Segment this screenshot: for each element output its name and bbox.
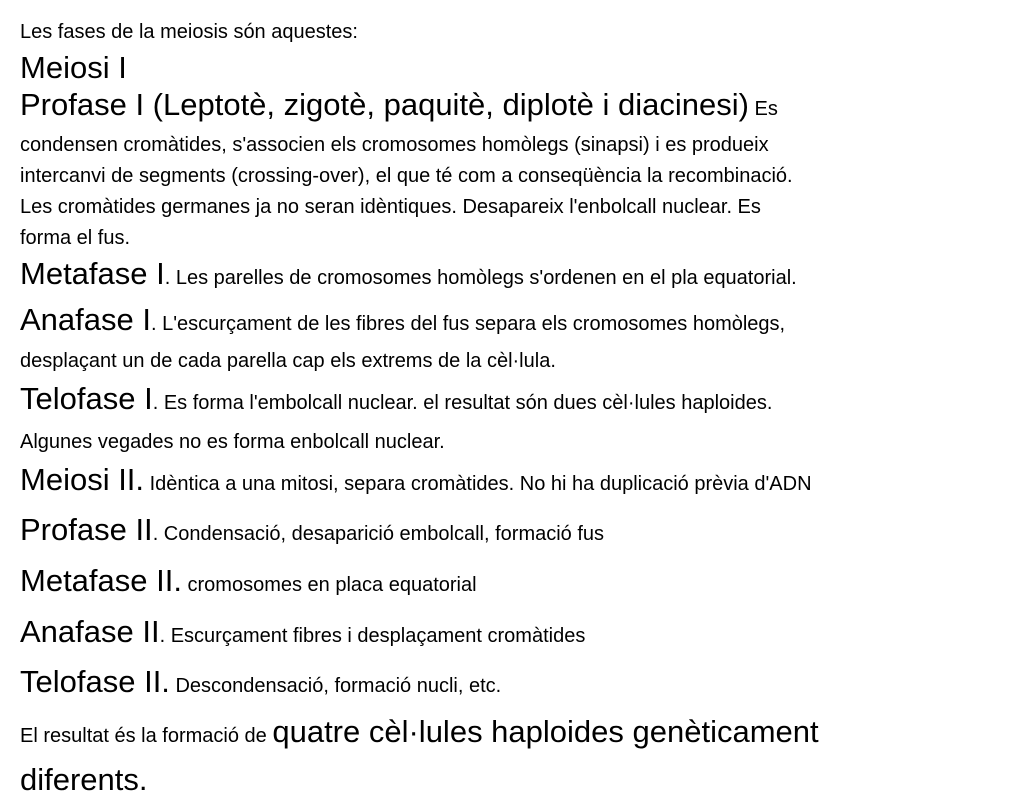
profase2-text: . Condensació, desaparició embolcall, formació fus — [152, 523, 605, 545]
profase1-text-2: condensen cromàtides, s'associen els cromosomes homòlegs (sinapsi) i es produeix — [20, 134, 769, 156]
intro-text: Les fases de la meiosis són aquestes: — [20, 21, 358, 43]
anafase1-text-1: . L'escurçament de les fibres del fus separa els cromosomes homòlegs, — [150, 313, 786, 335]
telofase2-text: Descondensació, formació nucli, etc. — [169, 675, 502, 697]
metafase2-heading: Metafase II. — [20, 563, 182, 598]
metafase2-text: cromosomes en placa equatorial — [181, 574, 477, 596]
metafase1-text: . Les parelles de cromosomes homòlegs s'ordenen en el pla equatorial. — [164, 267, 797, 289]
anafase2-text: . Escurçament fibres i desplaçament cromàtides — [159, 625, 586, 647]
profase1-section — [20, 86, 1024, 254]
telofase1-heading: Telofase I — [20, 381, 153, 416]
telofase2-section — [20, 660, 1024, 710]
anafase1-heading: Anafase I — [20, 302, 151, 337]
anafase2-heading: Anafase II — [20, 614, 160, 649]
profase1-text-5: forma el fus. — [20, 227, 131, 249]
result-section — [20, 710, 1024, 800]
profase2-heading: Profase II — [20, 512, 153, 547]
metafase1-section — [20, 254, 1024, 300]
result-emphasis-2: diferents. — [20, 762, 148, 797]
result-lead: El resultat és la formació de — [20, 725, 273, 747]
anafase2-section — [20, 610, 1024, 660]
meiosi2-text: Idèntica a una mitosi, separa cromàtides. No hi ha duplicació prèvia d'ADN — [144, 473, 812, 495]
result-emphasis-1: quatre cèl·lules haploides genèticament — [272, 714, 819, 749]
profase1-heading: Profase I (Leptotè, zigotè, paquitè, diplotè i diacinesi) — [20, 87, 749, 122]
telofase1-section — [20, 377, 1024, 458]
telofase2-heading: Telofase II. — [20, 664, 170, 699]
profase1-text-4: Les cromàtides germanes ja no seran idèntiques. Desapareix l'enbolcall nuclear. Es — [20, 196, 761, 218]
anafase1-text-2: desplaçant un de cada parella cap els extrems de la cèl·lula. — [20, 350, 556, 372]
anafase1-section — [20, 300, 1024, 377]
profase1-text-1: Es — [748, 98, 778, 120]
meiosi1-heading: Meiosi I — [20, 50, 127, 85]
meiosi2-section — [20, 458, 1024, 508]
slide-content — [20, 14, 1024, 800]
telofase1-text-2: Algunes vegades no es forma enbolcall nuclear. — [20, 431, 445, 453]
metafase1-heading: Metafase I — [20, 256, 165, 291]
metafase2-section — [20, 558, 1024, 610]
profase1-text-3: intercanvi de segments (crossing-over), el que té com a conseqüència la recombinació. — [20, 165, 793, 187]
meiosi2-heading: Meiosi II. — [20, 462, 145, 497]
telofase1-text-1: . Es forma l'embolcall nuclear. el resultat són dues cèl·lules haploides. — [152, 392, 773, 414]
profase2-section — [20, 508, 1024, 558]
